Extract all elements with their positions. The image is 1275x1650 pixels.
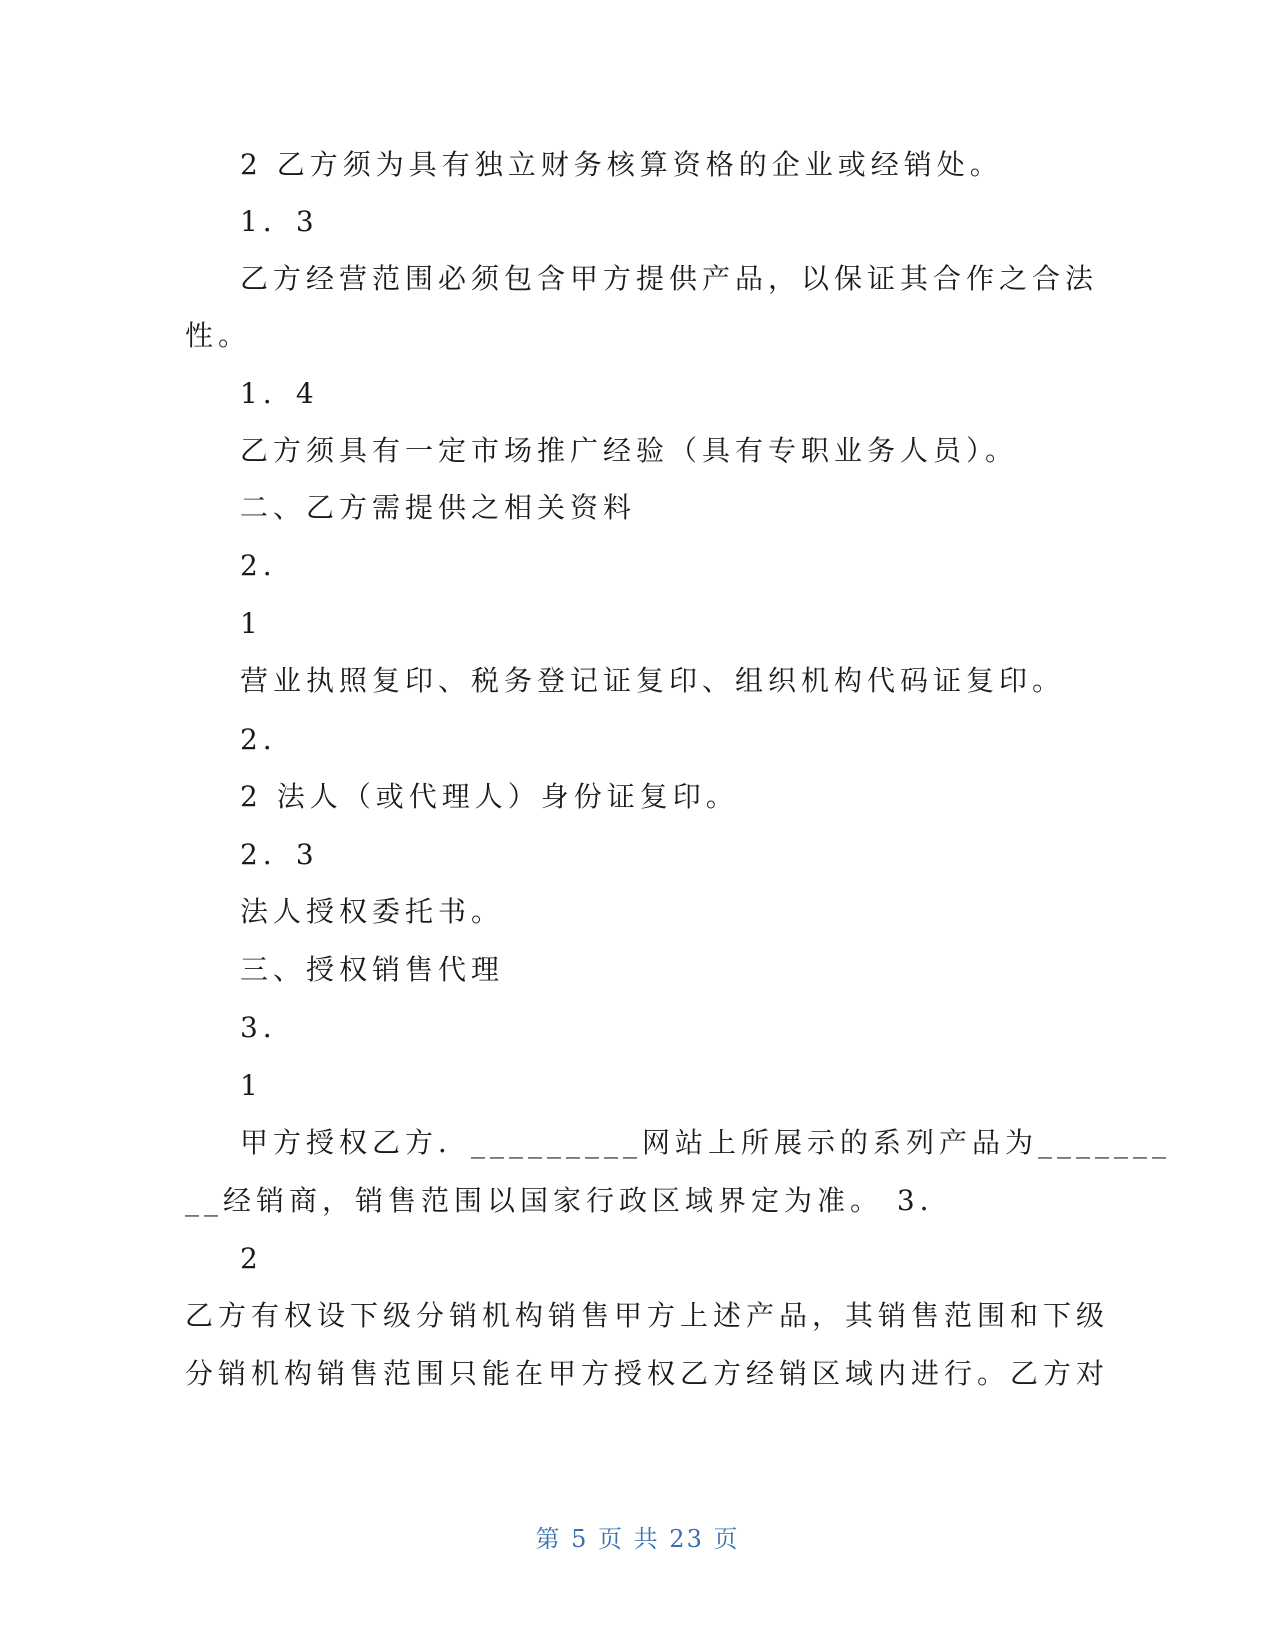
body-line: 性。: [185, 319, 252, 352]
body-line: 乙方须具有一定市场推广经验（具有专职业务人员）。: [240, 434, 1019, 467]
section-number: 1: [240, 1069, 263, 1102]
section-number: 2．: [240, 723, 296, 756]
body-line: 营业执照复印、税务登记证复印、组织机构代码证复印。: [240, 664, 1066, 697]
section-heading: 二、乙方需提供之相关资料: [240, 491, 637, 524]
body-line: 法人授权委托书。: [240, 895, 505, 928]
section-heading: 三、授权销售代理: [240, 953, 505, 986]
body-line: 2 乙方须为具有独立财务核算资格的企业或经销处。: [240, 148, 1003, 181]
section-number: 1．4: [240, 377, 319, 410]
body-line: 2 法人（或代理人）身份证复印。: [240, 780, 739, 813]
section-number: 2．3: [240, 838, 319, 871]
section-number: 1: [240, 607, 263, 640]
body-line: 乙方有权设下级分销机构销售甲方上述产品，其销售范围和下级: [185, 1299, 1110, 1332]
body-line: 分销机构销售范围只能在甲方授权乙方经销区域内进行。乙方对: [185, 1357, 1110, 1390]
section-number: 2．: [240, 549, 296, 582]
section-number: 1．3: [240, 205, 319, 238]
section-number: 2: [240, 1242, 263, 1275]
body-line: 乙方经营范围必须包含甲方提供产品，以保证其合作之合法: [240, 262, 1099, 295]
section-number: 3．: [240, 1011, 296, 1044]
page-footer: 第 5 页 共 23 页: [535, 1525, 740, 1553]
body-line: __经销商，销售范围以国家行政区域界定为准。 3．: [185, 1184, 953, 1217]
body-line: 甲方授权乙方．_________网站上所展示的系列产品为_______: [240, 1126, 1172, 1159]
